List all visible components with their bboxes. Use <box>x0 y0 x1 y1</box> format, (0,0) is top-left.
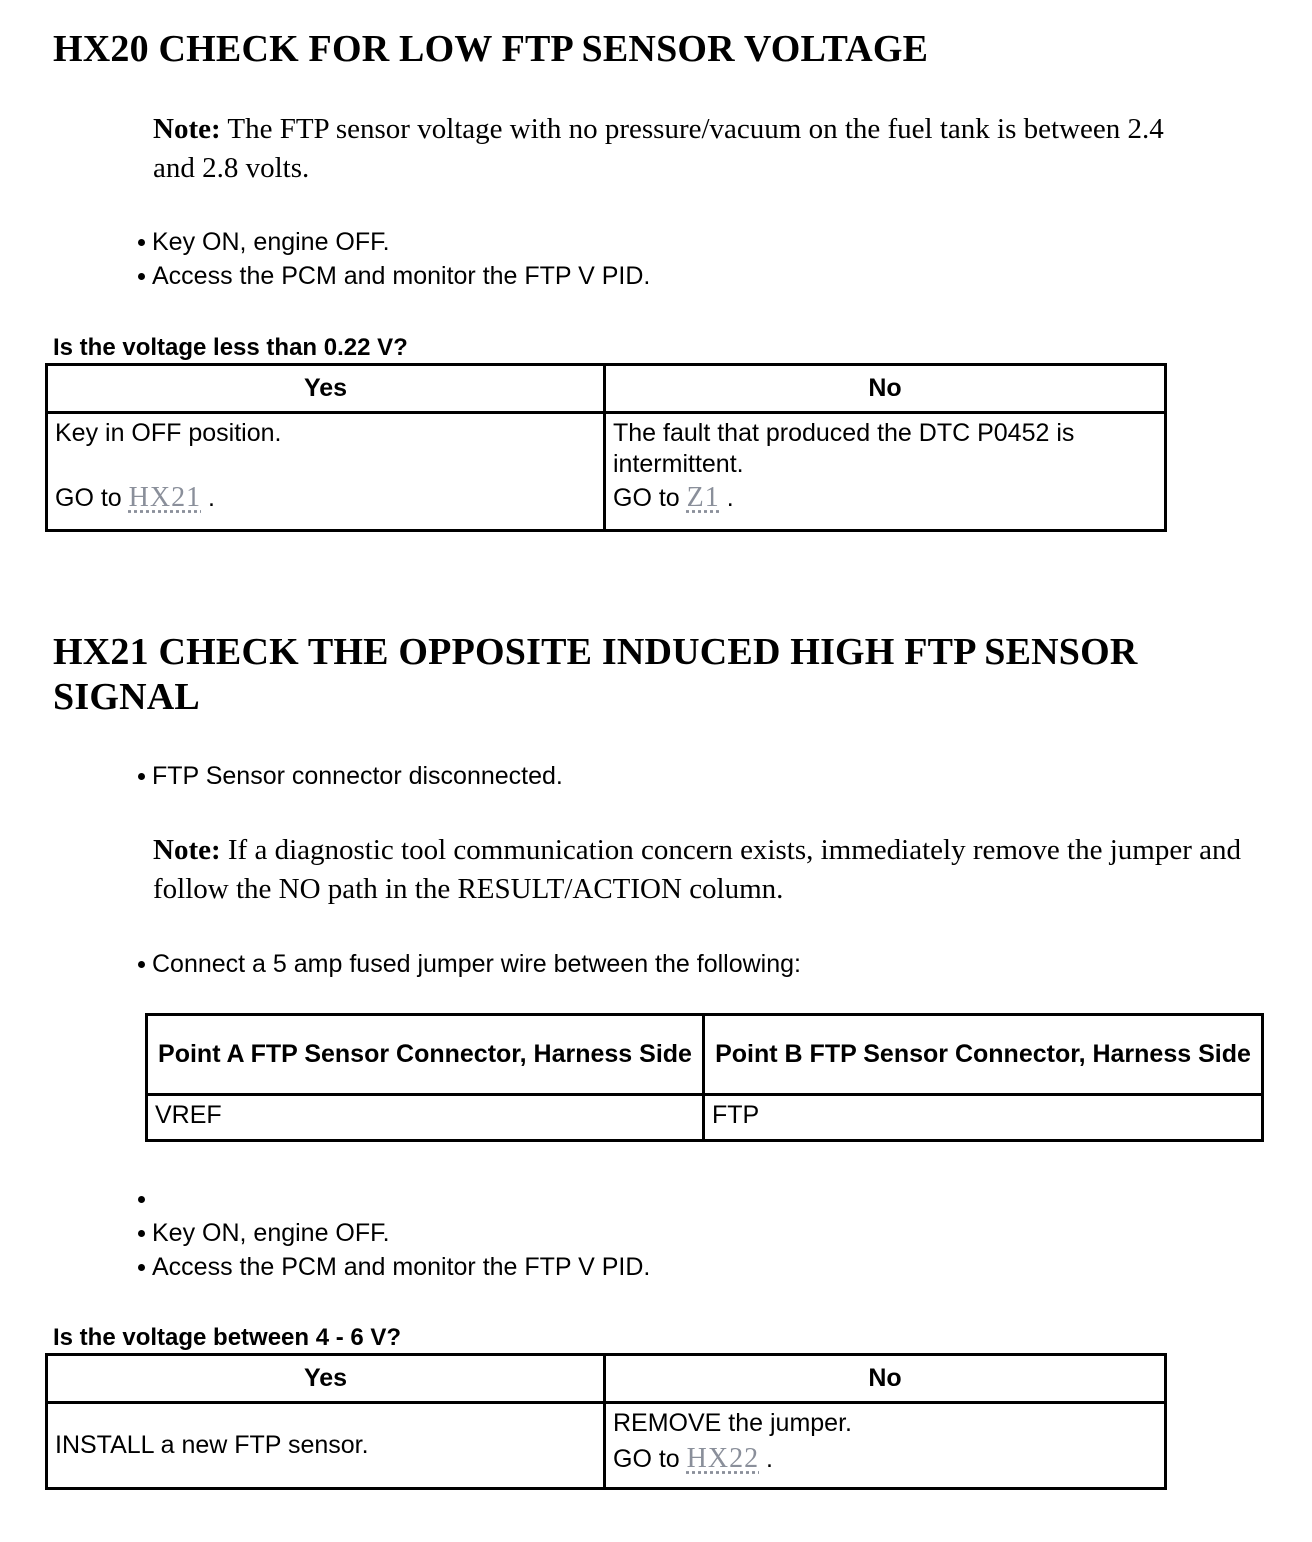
no-header: No <box>605 365 1166 413</box>
hx21-pre-bullets <box>136 759 563 793</box>
no-text: REMOVE the jumper. <box>613 1409 852 1437</box>
yes-cell <box>47 413 605 531</box>
yes-header: Yes <box>47 365 605 413</box>
point-a-value: VREF <box>147 1095 704 1141</box>
hx21-connect-bullets <box>136 947 801 981</box>
point-b-header: Point B FTP Sensor Connector, Harness Side <box>704 1015 1263 1095</box>
no-goto: GO to HX22 . <box>613 1443 773 1474</box>
hx20-question: Is the voltage less than 0.22 V? <box>53 334 408 361</box>
hx20-title: HX20 CHECK FOR LOW FTP SENSOR VOLTAGE <box>53 28 929 70</box>
hx20-note <box>153 110 1183 188</box>
list-item <box>136 1182 650 1216</box>
note-label: Note: <box>153 834 221 866</box>
list-item: FTP Sensor connector disconnected. <box>136 759 563 793</box>
yes-header: Yes <box>47 1355 605 1403</box>
hx21-title-line1: HX21 CHECK THE OPPOSITE INDUCED HIGH FTP SENSOR <box>53 631 1138 673</box>
list-item: Access the PCM and monitor the FTP V PID. <box>136 259 650 293</box>
link-hx21[interactable]: HX21 <box>128 482 202 513</box>
yes-goto: GO to HX21 . <box>55 482 215 513</box>
no-cell <box>605 1403 1166 1489</box>
hx21-note <box>153 831 1263 909</box>
no-header: No <box>605 1355 1166 1403</box>
point-a-header: Point A FTP Sensor Connector, Harness Side <box>147 1015 704 1095</box>
hx21-title-line2: SIGNAL <box>53 676 200 718</box>
point-b-value: FTP <box>704 1095 1263 1141</box>
no-text: The fault that produced the DTC P0452 is intermittent. <box>613 419 1075 478</box>
yes-text: Key in OFF position. <box>55 419 282 447</box>
no-cell <box>605 413 1166 531</box>
note-label: Note: <box>153 113 221 145</box>
jumper-table <box>145 1013 1264 1142</box>
list-item: Key ON, engine OFF. <box>136 1216 650 1250</box>
hx20-bullet-list <box>136 225 650 293</box>
hx21-post-bullets <box>136 1182 650 1284</box>
list-item: Connect a 5 amp fused jumper wire between the following: <box>136 947 801 981</box>
hx21-question: Is the voltage between 4 - 6 V? <box>53 1324 402 1351</box>
note-text: The FTP sensor voltage with no pressure/vacuum on the fuel tank is between 2.4 and 2.8 volts. <box>153 113 1164 184</box>
hx20-result-table <box>45 363 1167 532</box>
no-goto: GO to Z1 . <box>613 482 734 513</box>
hx21-title <box>53 630 1138 720</box>
yes-cell: INSTALL a new FTP sensor. <box>47 1403 605 1489</box>
link-z1[interactable]: Z1 <box>686 482 720 513</box>
list-item: Access the PCM and monitor the FTP V PID. <box>136 1250 650 1284</box>
link-hx22[interactable]: HX22 <box>686 1443 760 1474</box>
hx21-result-table <box>45 1353 1167 1490</box>
note-text: If a diagnostic tool communication concern exists, immediately remove the jumper and follow the NO path in the RESULT/ACTION column. <box>153 834 1241 905</box>
list-item: Key ON, engine OFF. <box>136 225 650 259</box>
